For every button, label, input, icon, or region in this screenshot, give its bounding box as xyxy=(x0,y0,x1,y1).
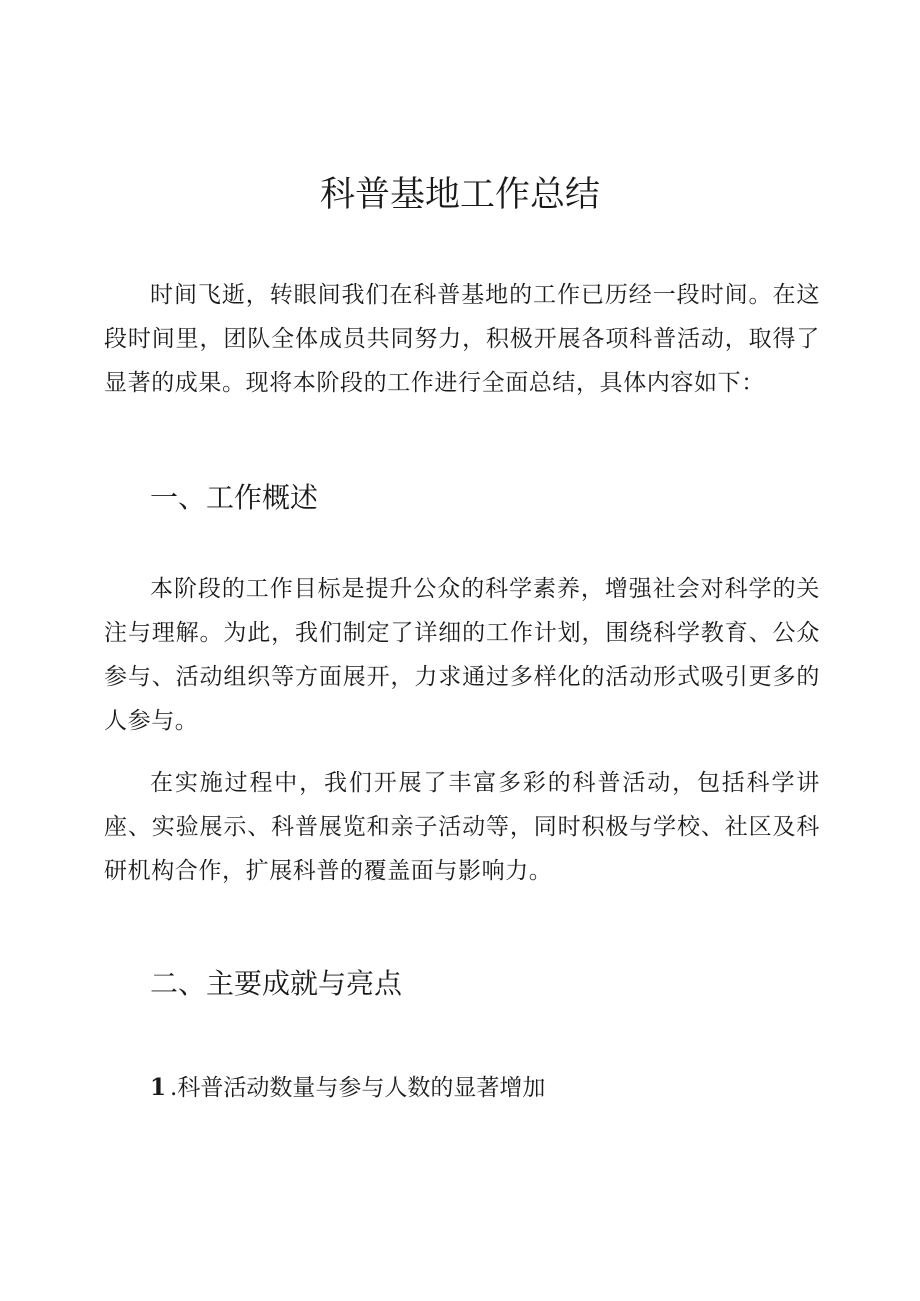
intro-paragraph: 时间飞逝，转眼间我们在科普基地的工作已历经一段时间。在这段时间里，团队全体成员共同努力，积极开展各项科普活动，取得了显著的成果。现将本阶段的工作进行全面总结，具体内容如下： xyxy=(104,282,820,396)
subheading-item-1 xyxy=(150,1066,545,1110)
subheading-item-1-number: 1 xyxy=(150,1074,167,1101)
document-title: 科普基地工作总结 xyxy=(319,175,600,215)
subheading-item-1-text: .科普活动数量与参与人数的显著增加 xyxy=(170,1075,546,1101)
overview-paragraph-1: 本阶段的工作目标是提升公众的科学素养，增强社会对科学的关注与理解。为此，我们制定了详细的工作计划，围绕科学教育、公众参与、活动组织等方面展开，力求通过多样化的活动形式吸引更多的人参与。 xyxy=(104,576,820,734)
section-heading-achievements: 二、主要成就与亮点 xyxy=(150,967,403,1000)
overview-paragraph-2: 在实施过程中，我们开展了丰富多彩的科普活动，包括科学讲座、实验展示、科普展览和亲子活动等，同时积极与学校、社区及科研机构合作，扩展科普的覆盖面与影响力。 xyxy=(104,770,820,884)
section-heading-overview: 一、工作概述 xyxy=(150,481,319,514)
